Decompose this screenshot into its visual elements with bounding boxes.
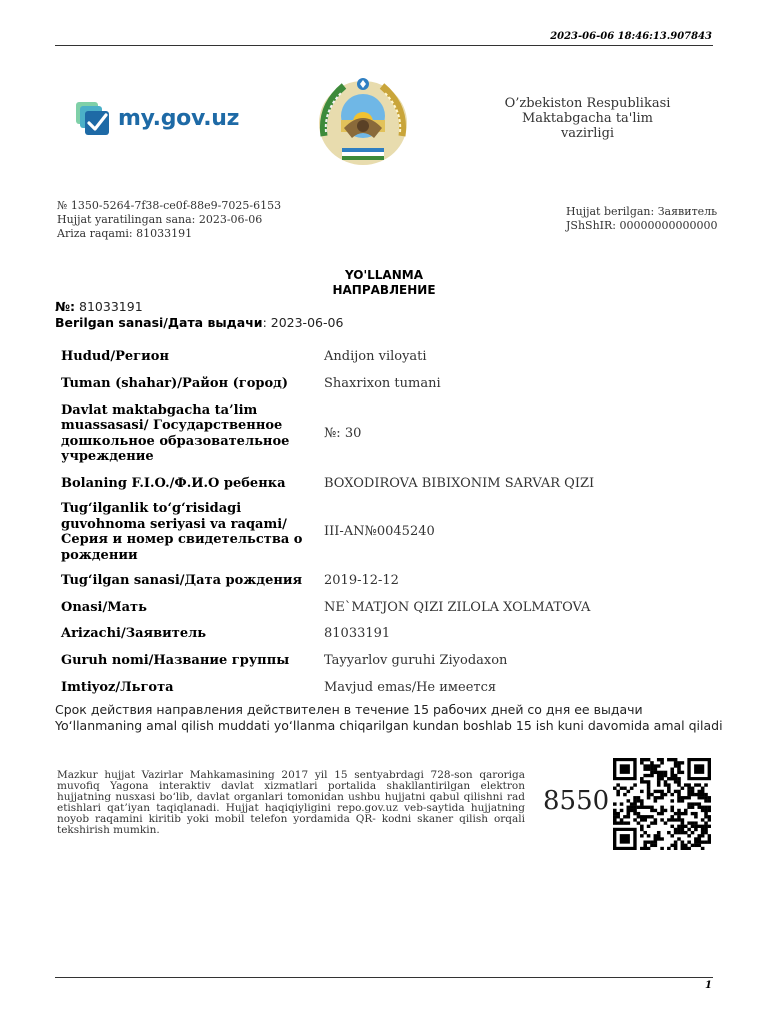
referral-details-table	[55, 343, 715, 701]
qr-code	[613, 758, 711, 850]
row-value: 2019-12-12	[324, 572, 399, 588]
table-row	[55, 370, 715, 397]
row-value: BOXODIROVA BIBIXONIM SARVAR QIZI	[324, 475, 595, 491]
ministry-name	[500, 96, 675, 141]
row-label: Hudud/Регион	[61, 348, 169, 364]
application-number: Ariza raqami: 81033191	[57, 227, 193, 240]
ministry-line-1: O’zbekiston Respublikasi	[504, 96, 671, 111]
page-number: 1	[705, 980, 712, 991]
row-value: NE`MATJON QIZI ZILOLA XOLMATOVA	[324, 599, 591, 615]
row-value: №: 30	[324, 425, 362, 441]
issued-to: Hujjat berilgan: Заявитель	[566, 205, 718, 218]
ministry-line-2: Maktabgacha ta'lim	[521, 111, 654, 126]
row-value: III-AN№0045240	[324, 524, 435, 540]
row-label: Tug‘ilgan sanasi/Дата рождения	[61, 572, 303, 588]
referral-number-label: №:	[55, 299, 76, 314]
bottom-rule	[55, 977, 713, 978]
row-label: Davlat maktabgacha ta’lim muassasasi/ Государственное дошкольное образовательное учреждение	[61, 402, 290, 464]
row-value: Tayyarlov guruhi Ziyodaxon	[324, 652, 508, 668]
table-row	[55, 470, 715, 497]
issue-date-label: Berilgan sanasi/Дата выдачи	[55, 315, 263, 330]
document-id: № 1350-5264-7f38-ce0f-88e9-7025-6153	[57, 199, 282, 212]
ministry-line-3: vazirligi	[560, 126, 615, 141]
row-label: Tug‘ilganlik to‘g‘risidagi guvohnoma seriyasi va raqami/ Серия и номер свидетельства о рождении	[61, 501, 303, 563]
state-emblem	[314, 76, 412, 168]
recipient-meta	[566, 205, 717, 233]
document-title	[0, 268, 768, 298]
mygov-logo	[76, 100, 239, 136]
table-row	[55, 343, 715, 370]
table-row	[55, 397, 715, 470]
row-label: Tuman (shahar)/Район (город)	[61, 375, 288, 391]
top-rule	[55, 45, 713, 46]
referral-number-value: 81033191	[79, 299, 143, 314]
document-meta	[57, 199, 281, 241]
legal-notice: Mazkur hujjat Vazirlar Mahkamasining 2017 yil 15 sentyabrdagi 728-son qaroriga muvofiq Yagona interaktiv davlat xizmatlari portalida shakllantirilgan elektron hujjatning nusxasi bo‘lib, davlat organlari tomonidan ushbu hujjatni qabul qilishni rad etishlari qat’iyan taqiqlanadi. Hujjat haqiqiyligini repo.gov.uz veb-saytida hujjatning noyob raqamini kiritib yoki mobil telefon yordamida QR- kodni skaner qilish orqali tekshirish mumkin.	[57, 769, 525, 836]
timestamp: 2023-06-06 18:46:13.907843	[550, 31, 712, 42]
row-label: Arizachi/Заявитель	[61, 626, 207, 642]
validity-ru: Срок действия направления действителен в течение 15 рабочих дней со дня ее выдачи	[55, 702, 643, 717]
validity-notice	[55, 702, 723, 734]
referral-number	[55, 299, 143, 314]
table-row	[55, 497, 715, 567]
verification-code: 8550	[543, 786, 610, 816]
title-uz: YO'LLANMA	[345, 268, 423, 282]
logo-text: my.gov.uz	[118, 105, 240, 131]
row-value: Shaxrixon tumani	[324, 375, 441, 391]
validity-uz: Yo‘llanmaning amal qilish muddati yo‘llanma chiqarilgan kundan boshlab 15 ish kuni davomida amal qiladi	[55, 718, 723, 733]
table-row	[55, 594, 715, 621]
row-label: Onasi/Мать	[61, 599, 147, 615]
row-value: Mavjud emas/Не имеется	[324, 679, 497, 695]
issue-date: Berilgan sanasi/Дата выдачи: 2023-06-06	[55, 315, 344, 330]
table-row	[55, 567, 715, 594]
creation-date: Hujjat yaratilingan sana: 2023-06-06	[57, 213, 263, 226]
row-value: 81033191	[324, 626, 391, 642]
jshshir: JShShIR: 00000000000000	[566, 219, 718, 232]
table-row	[55, 647, 715, 674]
title-ru: НАПРАВЛЕНИЕ	[332, 283, 436, 297]
row-label: Bolaning F.I.O./Ф.И.О ребенка	[61, 475, 286, 491]
issue-date-value: 2023-06-06	[270, 315, 344, 330]
row-value: Andijon viloyati	[324, 348, 427, 364]
checkmark-logo-icon	[76, 100, 112, 136]
row-label: Guruh nomi/Название группы	[61, 652, 290, 668]
table-row	[55, 621, 715, 647]
table-row	[55, 674, 715, 701]
row-label: Imtiyoz/Льгота	[61, 679, 174, 695]
